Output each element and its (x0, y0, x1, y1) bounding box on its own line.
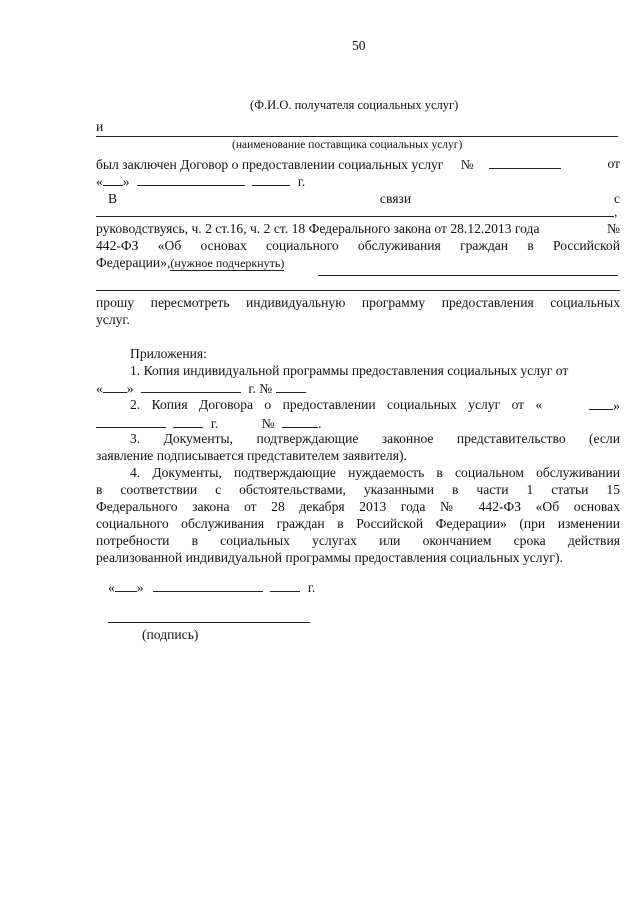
reason-word-s: с (613, 191, 620, 206)
reason-word-v: В (108, 191, 118, 206)
contract-number-blank (489, 155, 561, 169)
att1-day-blank (103, 379, 127, 393)
guided-line-2: 442-ФЗ «Об основах социального обслуживания граждан в Российской (96, 238, 620, 253)
attachment-4: 4. Документы, подтверждающие нуждаемость в социальном обслуживании в соответствии с обстоятельствами, указанными в части 1 статьи 15 Федерального закона от 28 декабря 2013 года № 442-ФЗ «Об основах социального обслуживания граждан в Российской Федерации» (при изменении потребности в социальных услугах или окончанием срока действия реализованной индивидуальной программы предоставления социальных услуг). (96, 465, 620, 565)
reason-line (108, 190, 620, 207)
request-line-2: услуг. (96, 312, 130, 327)
year-suffix: г. (297, 174, 306, 189)
contract-from: от (607, 156, 620, 171)
sig-month-blank (153, 578, 263, 592)
contract-line (96, 155, 620, 173)
reason-blank-line (96, 216, 614, 217)
signature-line (108, 622, 310, 623)
day-blank (103, 172, 123, 186)
contract-date-line: « » г. (96, 174, 306, 189)
att2-year-blank (173, 414, 203, 428)
blank-line-1 (318, 275, 618, 276)
provider-name-line (96, 136, 618, 137)
attachment-3: 3. Документы, подтверждающие законное представительство (если заявление подписывается представителем заявителя). (96, 431, 620, 463)
recipient-caption: (Ф.И.О. получателя социальных услуг) (250, 98, 459, 112)
conjunction-and: и (96, 119, 104, 134)
sig-year-blank (270, 578, 300, 592)
reason-word-svyazi: связи (379, 191, 412, 206)
reason-comma: , (614, 204, 618, 219)
contract-text: был заключен Договор о предоставлении социальных услуг (96, 157, 444, 172)
attachments-heading: Приложения: (130, 346, 207, 361)
guided-paragraph (96, 220, 620, 272)
month-blank (137, 172, 245, 186)
att2-month-blank (96, 414, 166, 428)
request-line-1: прошу пересмотреть индивидуальную программу предоставления социальных (96, 295, 620, 310)
attachment-2: 2. Копия Договора о предоставлении социальных услуг от « » г. № . (96, 396, 620, 432)
att2-number-blank (282, 414, 318, 428)
att1-number-blank (276, 379, 306, 393)
sig-day-blank (115, 578, 137, 592)
att1-month-blank (141, 379, 241, 393)
year-blank (252, 172, 290, 186)
underline-note: (нужное подчеркнуть) (170, 256, 285, 270)
signature-caption: (подпись) (142, 627, 199, 642)
contract-number-sign: № (460, 157, 474, 172)
attachment-1: 1. Копия индивидуальной программы предоставления социальных услуг от « » г. № (96, 363, 569, 396)
blank-line-2 (96, 290, 620, 291)
guided-line-1: руководствуясь, ч. 2 ст.16, ч. 2 ст. 18 Федерального закона от 28.12.2013 года № (96, 221, 620, 236)
request-paragraph (96, 294, 620, 328)
guided-line-3: Федерации»,(нужное подчеркнуть) (96, 255, 285, 270)
signature-date-line: « » г. (108, 580, 316, 595)
page-number: 50 (352, 38, 366, 53)
att2-day-blank (589, 396, 613, 410)
provider-caption: (наименование поставщика социальных услуг) (232, 139, 463, 151)
